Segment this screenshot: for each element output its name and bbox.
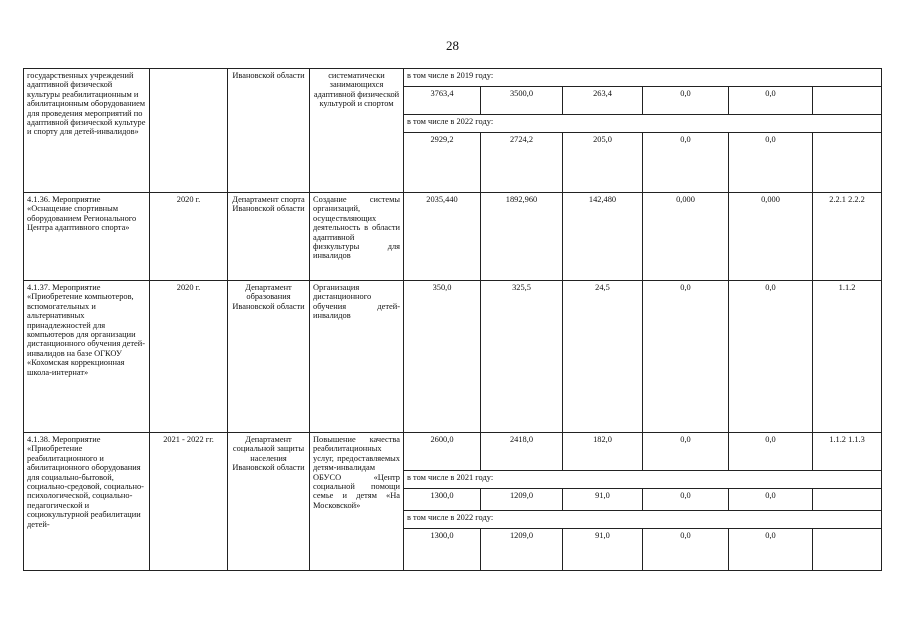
value-cell: 182,0 [563, 433, 643, 471]
measures-table [23, 68, 882, 571]
value-cell: 325,5 [481, 281, 563, 433]
value-cell: 1300,0 [404, 489, 481, 511]
value-cell: 0,0 [729, 281, 813, 433]
year-label: в том числе в 2022 году: [404, 511, 882, 529]
executor-cell: Департамент социальной защиты населения Ивановской области [228, 433, 310, 571]
indicator-cell: 1.1.2 [813, 281, 882, 433]
term-cell [150, 69, 228, 193]
result-cell: Повышение качества реабилитационных услуг, предоставляемых детям-инвалидам ОБУСО «Центр социальной помощи семье и детям «На Московской» [310, 433, 404, 571]
table-row [24, 281, 882, 433]
value-cell: 0,0 [643, 87, 729, 115]
indicator-cell [813, 529, 882, 571]
table-row [24, 69, 882, 87]
indicator-cell [813, 489, 882, 511]
term-cell: 2021 - 2022 гг. [150, 433, 228, 571]
value-cell: 3763,4 [404, 87, 481, 115]
value-cell: 2600,0 [404, 433, 481, 471]
value-cell: 0,0 [729, 133, 813, 193]
term-cell: 2020 г. [150, 281, 228, 433]
term-cell: 2020 г. [150, 193, 228, 281]
measure-name-cell: 4.1.36. Мероприятие «Оснащение спортивным оборудованием Регионального Центра адаптивного спорта» [24, 193, 150, 281]
value-cell: 2929,2 [404, 133, 481, 193]
indicator-cell [813, 133, 882, 193]
value-cell: 142,480 [563, 193, 643, 281]
value-cell: 0,0 [729, 433, 813, 471]
value-cell: 205,0 [563, 133, 643, 193]
value-cell: 2418,0 [481, 433, 563, 471]
measure-name-cell: 4.1.37. Мероприятие «Приобретение компьютеров, вспомогательных и альтернативных принадлежностей для компьютеров для организации дистанционного обучения детей-инвалидов на базе ОГКОУ «Кохомская коррекционная школа-интернат» [24, 281, 150, 433]
result-cell: Организация дистанционного обучения детей-инвалидов [310, 281, 404, 433]
year-label: в том числе в 2021 году: [404, 471, 882, 489]
value-cell: 0,000 [729, 193, 813, 281]
indicator-cell: 1.1.2 1.1.3 [813, 433, 882, 471]
measure-name-cell: государственных учреждений адаптивной физической культуры реабилитационным и абилитационным оборудованием для проведения мероприятий по адаптивной физической культуре и спорту для детей-инвалидов» [24, 69, 150, 193]
result-cell: систематически занимающихся адаптивной физической культурой и спортом [310, 69, 404, 193]
value-cell: 0,0 [643, 529, 729, 571]
year-label: в том числе в 2019 году: [404, 69, 882, 87]
value-cell: 0,0 [729, 489, 813, 511]
value-cell: 0,0 [643, 489, 729, 511]
value-cell: 91,0 [563, 489, 643, 511]
value-cell: 0,000 [643, 193, 729, 281]
table-row [24, 433, 882, 471]
page-number: 28 [446, 38, 459, 53]
value-cell: 2724,2 [481, 133, 563, 193]
executor-cell: Департамент образования Ивановской области [228, 281, 310, 433]
year-label: в том числе в 2022 году: [404, 115, 882, 133]
value-cell: 0,0 [643, 433, 729, 471]
value-cell: 91,0 [563, 529, 643, 571]
value-cell: 0,0 [729, 529, 813, 571]
value-cell: 24,5 [563, 281, 643, 433]
value-cell: 0,0 [643, 281, 729, 433]
value-cell: 263,4 [563, 87, 643, 115]
table-row [24, 193, 882, 281]
value-cell: 0,0 [729, 87, 813, 115]
value-cell: 1892,960 [481, 193, 563, 281]
executor-cell: Департамент спорта Ивановской области [228, 193, 310, 281]
executor-cell: Ивановской области [228, 69, 310, 193]
result-cell: Создание системы организаций, осуществляющих деятельность в области адаптивной физкультуры для инвалидов [310, 193, 404, 281]
value-cell: 3500,0 [481, 87, 563, 115]
indicator-cell: 2.2.1 2.2.2 [813, 193, 882, 281]
value-cell: 1209,0 [481, 529, 563, 571]
value-cell: 1300,0 [404, 529, 481, 571]
value-cell: 1209,0 [481, 489, 563, 511]
indicator-cell [813, 87, 882, 115]
value-cell: 2035,440 [404, 193, 481, 281]
measure-name-cell: 4.1.38. Мероприятие «Приобретение реабилитационного и абилитационного оборудования для социально-бытовой, социально-средовой, социально-психологической, социально-педагогической и социокультурной реабилитации детей- [24, 433, 150, 571]
value-cell: 350,0 [404, 281, 481, 433]
value-cell: 0,0 [643, 133, 729, 193]
